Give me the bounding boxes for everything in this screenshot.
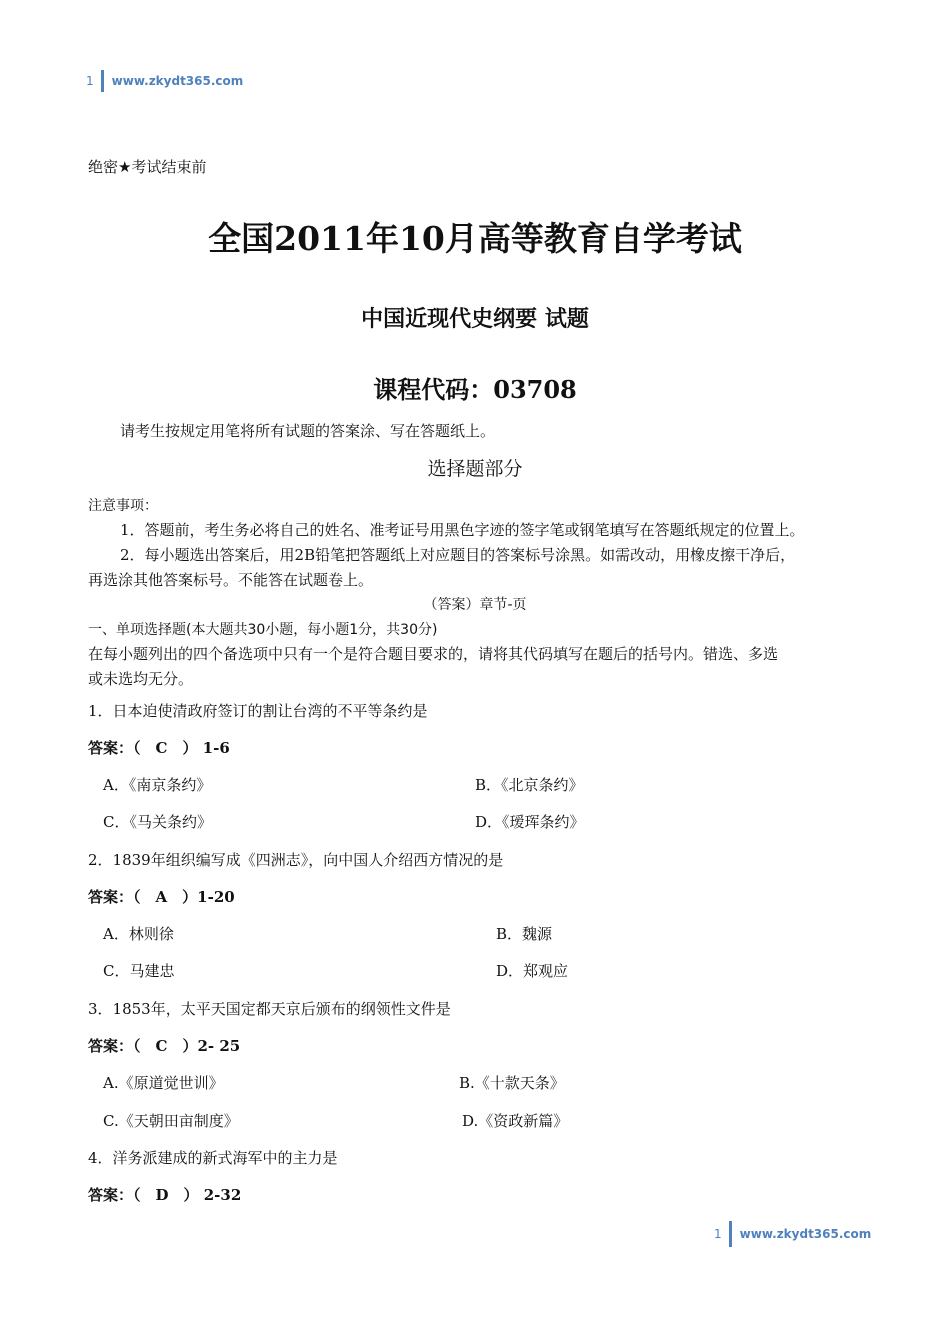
question-2-stem: 2．1839年组织编写成《四洲志》，向中国人介绍西方情况的是: [88, 851, 504, 869]
question-3-option-d: D.《资政新篇》: [462, 1112, 569, 1130]
question-3-option-c: C.《天朝田亩制度》: [103, 1112, 239, 1130]
exam-title: 全国2011年10月高等教育自学考试: [208, 219, 742, 258]
answer-value: （ D ） 2-32: [133, 1186, 242, 1204]
question-3-option-b: B.《十款天条》: [459, 1074, 565, 1092]
question-2-option-a: A．林则徐: [103, 925, 174, 943]
question-1-option-a: A．《南京条约》: [103, 776, 212, 794]
answer-legend: （答案）章节-页: [423, 597, 527, 613]
note-item-1: 1．答题前，考生务必将自己的姓名、准考证号用黑色字迹的签字笔或钢笔填写在答题纸规定的位置上。: [120, 521, 805, 539]
answer-label: 答案：: [88, 1186, 134, 1204]
footer-page-number: 1: [714, 1227, 722, 1241]
question-1-option-b: B．《北京条约》: [475, 776, 584, 794]
section-title: 选择题部分: [427, 458, 523, 480]
question-1-answer: [88, 737, 230, 758]
answer-value: （ C ） 1-6: [133, 739, 230, 757]
header-page-number: 1: [86, 74, 94, 88]
question-4-stem: 4．洋务派建成的新式海军中的主力是: [88, 1149, 338, 1167]
question-2-option-d: D．郑观应: [496, 962, 569, 980]
question-1-option-c: C．《马关条约》: [103, 813, 212, 831]
footer-site-link[interactable]: www.zkydt365.com: [739, 1227, 872, 1241]
instruction-text: 请考生按规定用笔将所有试题的答案涂、写在答题纸上。: [120, 422, 496, 440]
question-2-option-b: B．魏源: [496, 925, 553, 943]
answer-value: （ A ）1-20: [133, 888, 235, 906]
question-2-answer: [88, 886, 235, 907]
footer-divider: [729, 1221, 732, 1247]
question-3-answer: [88, 1035, 240, 1056]
part1-heading: 一、单项选择题(本大题共30小题，每小题1分，共30分): [88, 622, 438, 638]
page-footer: [714, 1221, 871, 1247]
answer-label: 答案：: [88, 888, 134, 906]
subject-title: 中国近现代史纲要 试题: [361, 307, 589, 332]
question-3-option-a: A.《原道觉世训》: [103, 1074, 224, 1092]
answer-label: 答案：: [88, 1037, 134, 1055]
part1-desc-cont: 或未选均无分。: [88, 670, 194, 688]
answer-label: 答案：: [88, 739, 134, 757]
secret-label: 绝密★考试结束前: [88, 158, 207, 176]
note-item-2: 2．每小题选出答案后，用2B铅笔把答题纸上对应题目的答案标号涂黑。如需改动，用橡皮擦干净后，: [120, 546, 796, 564]
question-3-stem: 3．1853年，太平天国定都天京后颁布的纲领性文件是: [88, 1000, 451, 1018]
page-header: [86, 70, 243, 92]
part1-desc: 在每小题列出的四个备选项中只有一个是符合题目要求的，请将其代码填写在题后的括号内。错选、多选: [88, 645, 779, 663]
course-code: 课程代码：03708: [373, 375, 577, 404]
header-site-link[interactable]: www.zkydt365.com: [111, 74, 244, 88]
note-item-2-cont: 再选涂其他答案标号。不能答在试题卷上。: [88, 571, 374, 589]
question-2-option-c: C．马建忠: [103, 962, 175, 980]
notes-heading: 注意事项：: [88, 498, 158, 514]
header-divider: [101, 70, 104, 92]
answer-value: （ C ）2- 25: [133, 1037, 241, 1055]
question-4-answer: [88, 1184, 241, 1205]
question-1-stem: 1．日本迫使清政府签订的割让台湾的不平等条约是: [88, 702, 428, 720]
question-1-option-d: D．《瑷珲条约》: [475, 813, 585, 831]
